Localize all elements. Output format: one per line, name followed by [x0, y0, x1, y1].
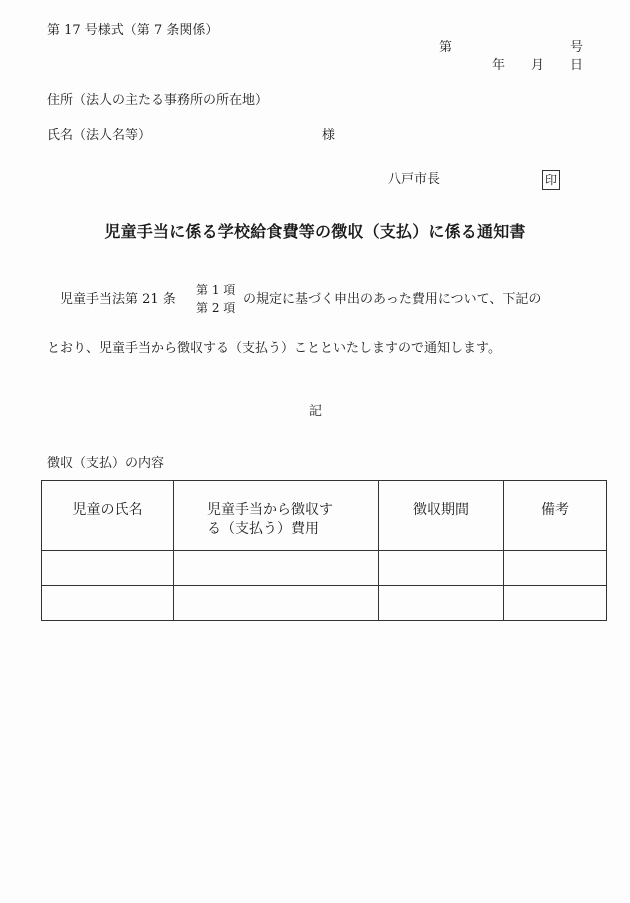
document-number-prefix: 第 — [439, 40, 453, 55]
header-fee-line2: る（支払う）費用 — [207, 521, 319, 537]
address-label: 住所（法人の主たる事務所の所在地） — [47, 93, 269, 108]
cell-fee[interactable] — [174, 586, 379, 621]
body-line2: とおり、児童手当から徴収する（支払う）ことといたしますので通知します。 — [47, 341, 501, 356]
cell-child-name[interactable] — [42, 586, 174, 621]
table-row — [42, 551, 607, 586]
fee-table — [41, 480, 607, 621]
table-row — [42, 586, 607, 621]
form-number: 第 17 号様式（第 7 条関係） — [47, 23, 219, 38]
body-line1: の規定に基づく申出のあった費用について、下記の — [243, 292, 542, 307]
cell-fee[interactable] — [174, 551, 379, 586]
cell-remarks[interactable] — [504, 551, 607, 586]
issuer-name: 八戸市長 — [388, 172, 441, 187]
honorific: 様 — [322, 128, 336, 143]
ki-heading: 記 — [309, 404, 323, 419]
table-caption: 徴収（支払）の内容 — [47, 456, 165, 471]
cell-remarks[interactable] — [504, 586, 607, 621]
document-number-suffix: 号 — [570, 40, 584, 55]
header-remarks: 備考 — [504, 481, 607, 551]
clause-1: 第 1 項 — [196, 283, 236, 297]
cell-period[interactable] — [379, 586, 504, 621]
header-fee — [174, 481, 379, 551]
seal-mark: 印 — [542, 170, 560, 190]
body-lead: 児童手当法第 21 条 — [60, 292, 176, 307]
header-child-name: 児童の氏名 — [42, 481, 174, 551]
header-fee-line1: 児童手当から徴収す — [207, 502, 333, 518]
document-title: 児童手当に係る学校給食費等の徴収（支払）に係る通知書 — [104, 222, 526, 241]
cell-child-name[interactable] — [42, 551, 174, 586]
cell-period[interactable] — [379, 551, 504, 586]
table-header-row — [42, 481, 607, 551]
name-label: 氏名（法人名等） — [47, 128, 152, 143]
clause-2: 第 2 項 — [196, 301, 236, 315]
date-month: 月 — [531, 58, 545, 73]
date-year: 年 — [492, 58, 506, 73]
date-day: 日 — [570, 58, 584, 73]
header-period: 徴収期間 — [379, 481, 504, 551]
